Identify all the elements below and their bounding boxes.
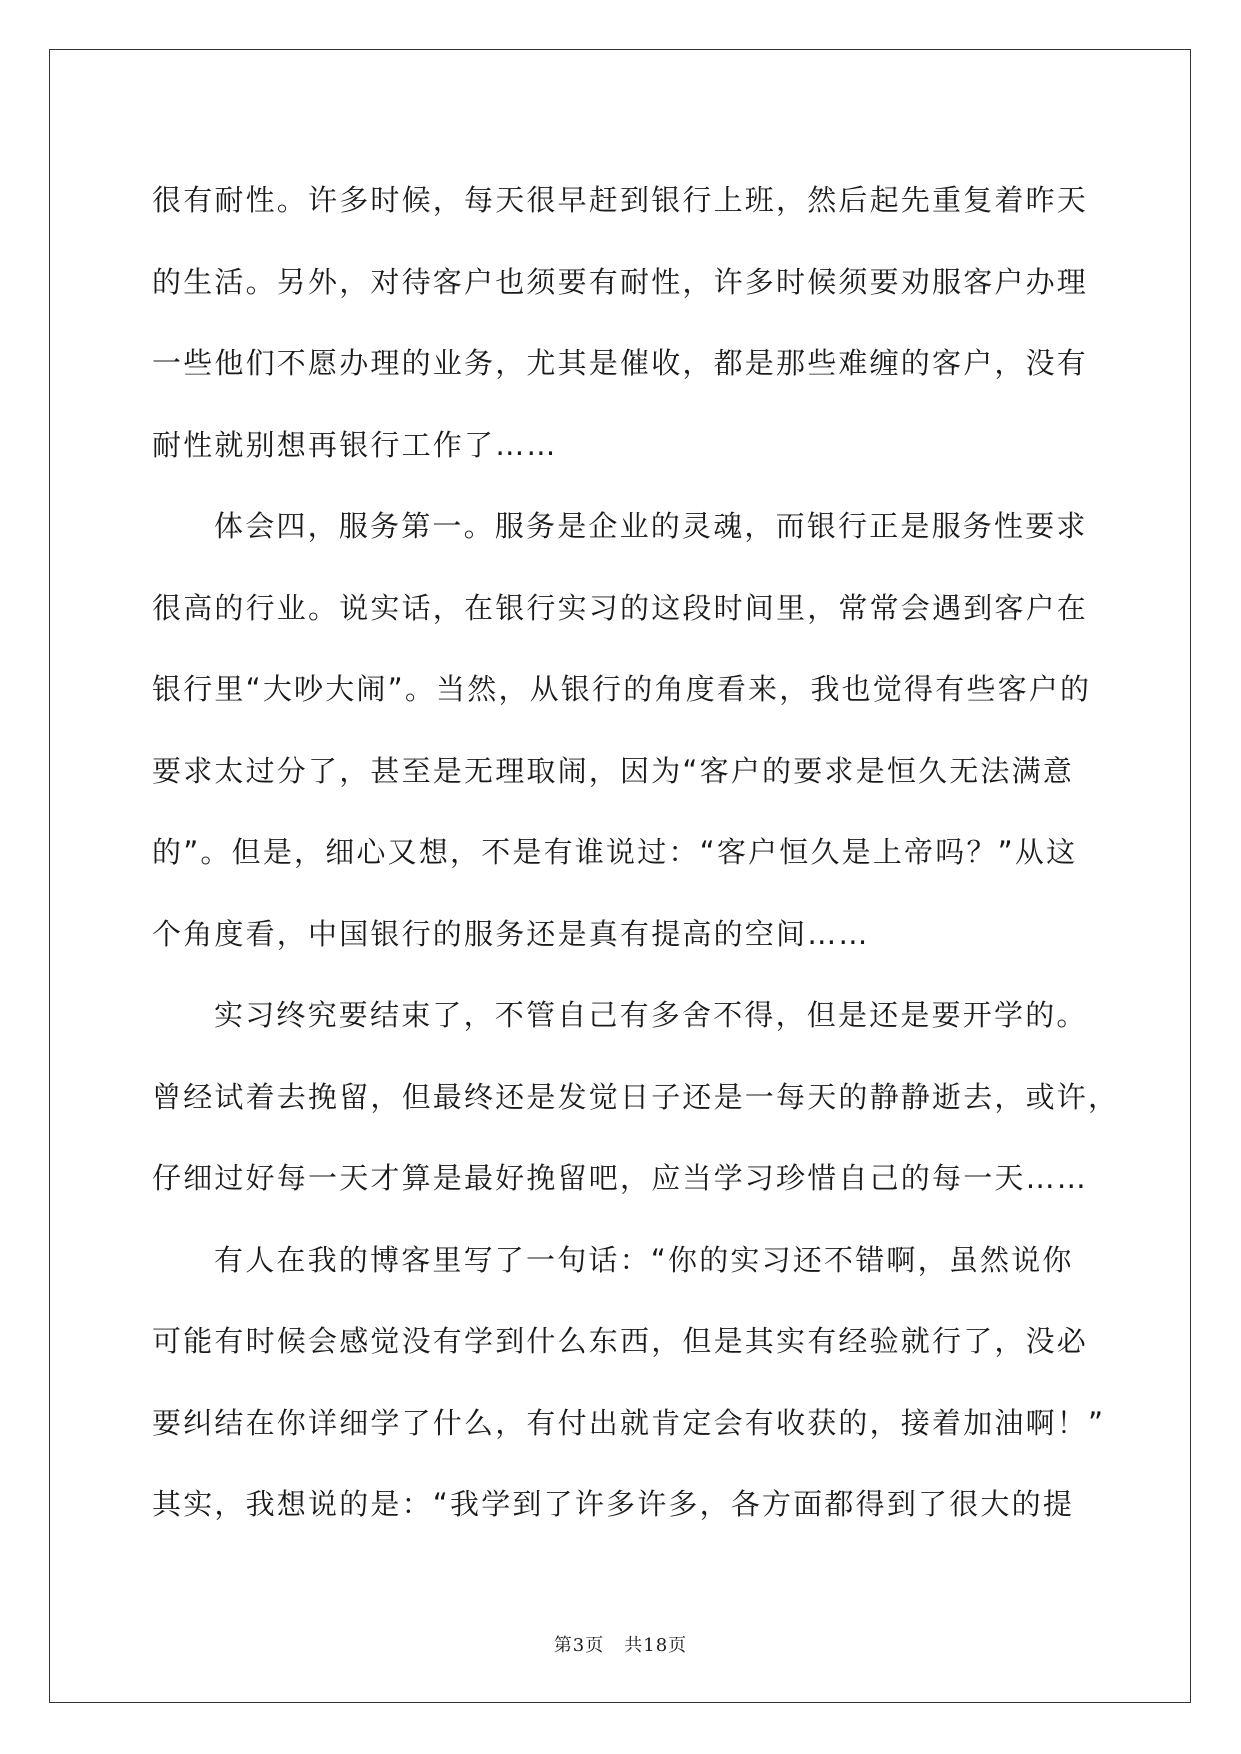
text-line: 个角度看，中国银行的服务还是真有提高的空间…… <box>152 916 870 951</box>
text-line: 其实，我想说的是：“我学到了许多许多，各方面都得到了很大的提 <box>152 1487 1075 1521</box>
text-line: 很高的行业。说实话，在银行实习的这段时间里，常常会遇到客户在 <box>152 590 1089 625</box>
text-line: 耐性就别想再银行工作了…… <box>152 427 558 462</box>
page-number: 第3页 <box>553 1635 605 1656</box>
text-line: 的”。但是，细心又想，不是有谁说过：“客户恒久是上帝吗？”从这 <box>152 835 1078 869</box>
text-line: 很有耐性。许多时候，每天很早赶到银行上班，然后起先重复着昨天 <box>152 183 1089 217</box>
document-body <box>152 160 1120 1546</box>
text-line: 一些他们不愿办理的业务，尤其是催收，都是那些难缠的客户，没有 <box>152 346 1089 380</box>
text-line: 可能有时候会感觉没有学到什么东西，但是其实有经验就行了，没必 <box>152 1324 1089 1358</box>
text-line: 要求太过分了，甚至是无理取闹，因为“客户的要求是恒久无法满意 <box>152 753 1075 788</box>
text-line: 要纠结在你详细学了什么，有付出就肯定会有收获的，接着加油啊！” <box>152 1405 1106 1440</box>
page-footer <box>0 1631 1241 1657</box>
text-line: 仔细过好每一天才算是最好挽留吧，应当学习珍惜自己的每一天…… <box>152 1161 1089 1195</box>
text-line: 的生活。另外，对待客户也须要有耐性，许多时候须要劝服客户办理 <box>152 264 1089 299</box>
text-line: 曾经试着去挽留，但最终还是发觉日子还是一每天的静静逝去，或许， <box>152 1079 1120 1114</box>
paragraph-start-line: 有人在我的博客里写了一句话：“你的实习还不错啊，虽然说你 <box>214 1242 1074 1277</box>
text-line: 银行里“大吵大闹”。当然，从银行的角度看来，我也觉得有些客户的 <box>152 672 1092 706</box>
page-total: 共18页 <box>624 1635 688 1656</box>
paragraph-start-line: 实习终究要结束了，不管自己有多舍不得，但是还是要开学的。 <box>214 998 1088 1032</box>
paragraph-start-line: 体会四，服务第一。服务是企业的灵魂，而银行正是服务性要求 <box>214 509 1088 543</box>
